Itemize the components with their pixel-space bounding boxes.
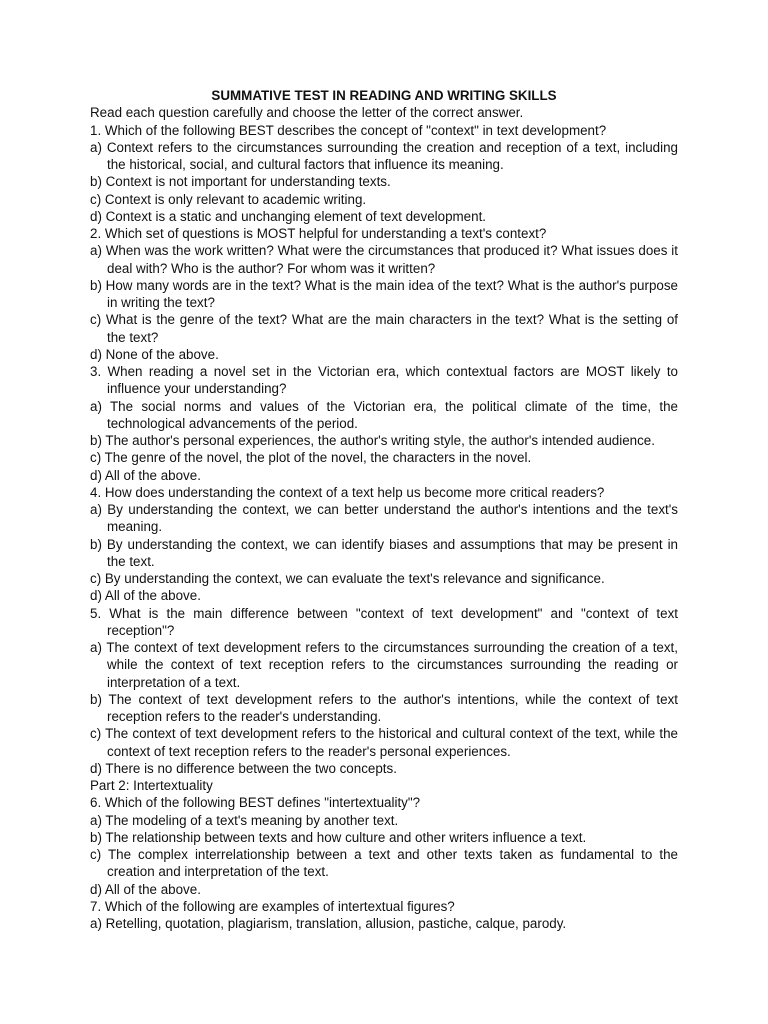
question-text: 2. Which set of questions is MOST helpful for understanding a text's context? <box>90 226 547 241</box>
answer-option: a) When was the work written? What were the circumstances that produced it? What issues does it deal with? Who is the author? For whom was it written? <box>90 243 678 276</box>
answer-option: d) None of the above. <box>90 346 219 362</box>
answer-option: b) Context is not important for understanding texts. <box>90 174 391 190</box>
question-text: 5. What is the main difference between "context of text development" and "context of text reception"? <box>90 605 678 638</box>
instructions: Read each question carefully and choose the letter of the correct answer. <box>90 105 524 121</box>
answer-option: c) The context of text development refers to the historical and cultural context of the text, while the context of text reception refers to the reader's personal experiences. <box>90 726 678 759</box>
answer-option: c) Context is only relevant to academic writing. <box>90 191 367 207</box>
question-text: 3. When reading a novel set in the Victorian era, which contextual factors are MOST likely to influence your understanding? <box>90 364 678 397</box>
answer-option: a) By understanding the context, we can better understand the author's intentions and the text's meaning. <box>90 502 678 535</box>
answer-option: a) Context refers to the circumstances surrounding the creation and reception of a text, including the historical, social, and cultural factors that influence its meaning. <box>90 139 678 172</box>
answer-option: d) Context is a static and unchanging element of text development. <box>90 208 487 224</box>
answer-option: d) All of the above. <box>90 881 201 897</box>
question-text: 1. Which of the following BEST describes the concept of "context" in text development? <box>90 122 607 138</box>
answer-option: d) All of the above. <box>90 467 201 483</box>
question-text: 6. Which of the following BEST defines "intertextuality"? <box>90 795 421 811</box>
answer-option: b) By understanding the context, we can identify biases and assumptions that may be present in the text. <box>90 536 678 569</box>
answer-option: a) Retelling, quotation, plagiarism, translation, allusion, pastiche, calque, parody. <box>90 916 567 931</box>
answer-option: c) The genre of the novel, the plot of the novel, the characters in the novel. <box>90 450 532 466</box>
answer-option: c) By understanding the context, we can evaluate the text's relevance and significance. <box>90 571 605 586</box>
answer-option: a) The social norms and values of the Victorian era, the political climate of the time, the technological advancements of the period. <box>90 398 678 431</box>
answer-option: b) How many words are in the text? What is the main idea of the text? What is the author's purpose in writing the text? <box>90 277 678 310</box>
answer-option: d) All of the above. <box>90 588 201 604</box>
question-text: 4. How does understanding the context of a text help us become more critical readers? <box>90 484 605 500</box>
answer-option: b) The relationship between texts and how culture and other writers influence a text. <box>90 829 587 845</box>
document-page <box>90 87 678 932</box>
page-title: SUMMATIVE TEST IN READING AND WRITING SKILLS <box>211 88 557 103</box>
answer-option: a) The context of text development refers to the circumstances surrounding the creation of a text, while the context of text reception refers to the circumstances surrounding the reading or interpretation of a text. <box>90 640 678 690</box>
answer-option: c) What is the genre of the text? What are the main characters in the text? What is the setting of the text? <box>90 312 678 345</box>
answer-option: b) The context of text development refers to the author's intentions, while the context of text reception refers to the reader's understanding. <box>90 691 678 724</box>
question-list <box>90 122 678 933</box>
question-text: 7. Which of the following are examples of intertextual figures? <box>90 898 455 914</box>
answer-option: a) The modeling of a text's meaning by another text. <box>90 812 399 828</box>
answer-option: b) The author's personal experiences, the author's writing style, the author's intended audience. <box>90 433 655 448</box>
answer-option: d) There is no difference between the two concepts. <box>90 760 397 776</box>
section-heading: Part 2: Intertextuality <box>90 778 213 793</box>
answer-option: c) The complex interrelationship between a text and other texts taken as fundamental to the creation and interpretation of the text. <box>90 847 678 880</box>
